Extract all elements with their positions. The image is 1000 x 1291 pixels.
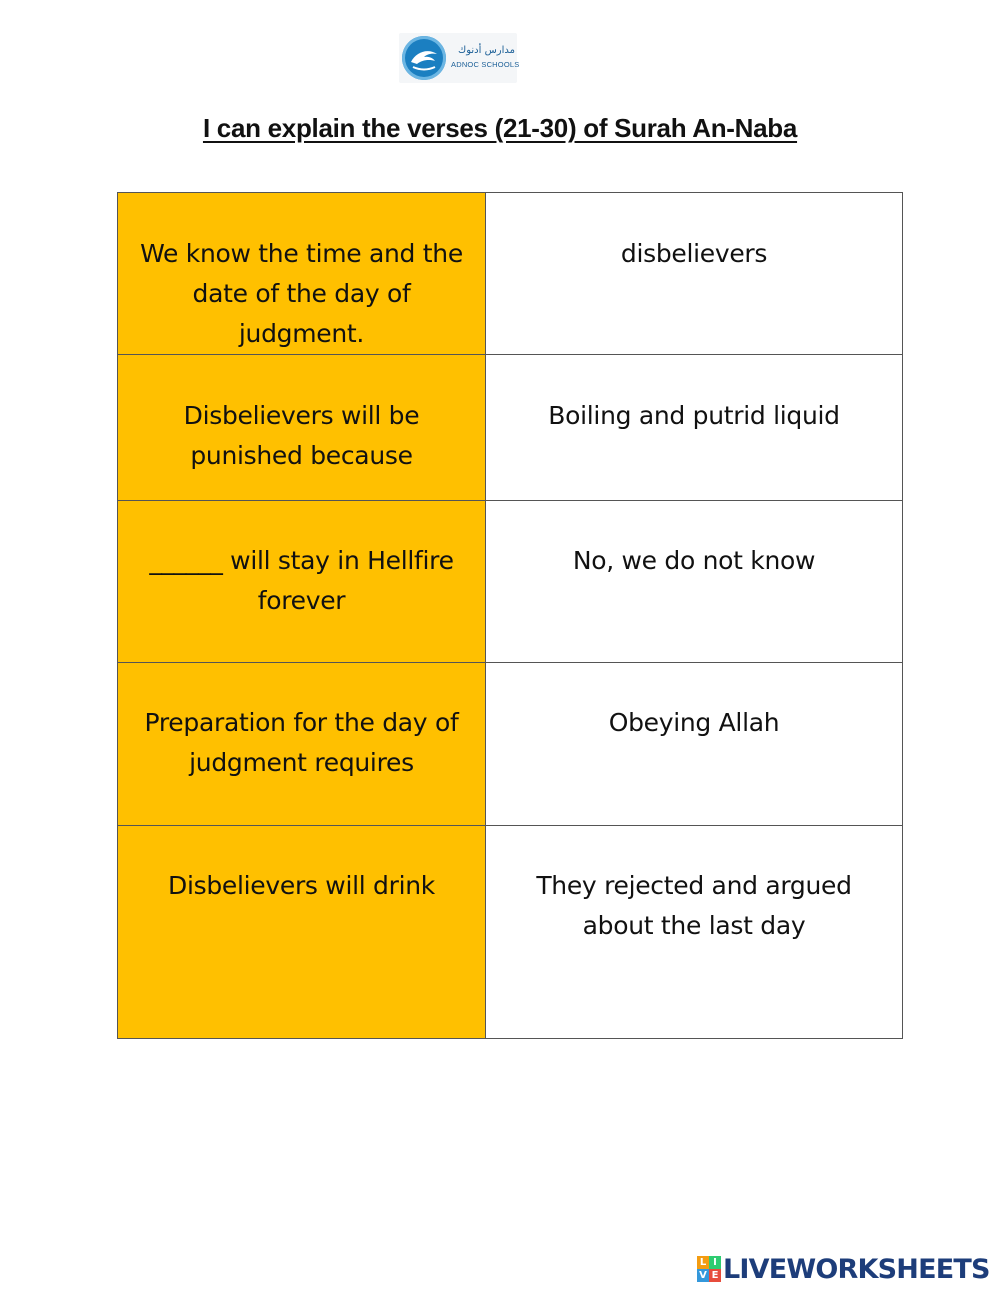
prompt-cell[interactable]: We know the time and the date of the day of judgment. — [118, 193, 486, 355]
logo-english-name: ADNOC SCHOOLS — [451, 60, 520, 69]
answer-cell[interactable]: disbelievers — [486, 193, 903, 355]
liveworksheets-logo-icon — [697, 1256, 721, 1282]
table-row — [118, 663, 903, 826]
table-row — [118, 501, 903, 663]
answer-cell[interactable]: They rejected and argued about the last day — [486, 826, 903, 1039]
brand-name: LIVEWORKSHEETS — [723, 1253, 990, 1285]
prompt-cell[interactable]: ______ will stay in Hellfire forever — [118, 501, 486, 663]
icon-letter-l: L — [697, 1256, 709, 1269]
matching-table — [117, 192, 903, 1039]
icon-letter-i: I — [709, 1256, 721, 1269]
dolphin-emblem-icon — [402, 36, 446, 80]
page-title: I can explain the verses (21-30) of Surah An-Naba — [202, 113, 798, 143]
table-row — [118, 193, 903, 355]
prompt-cell[interactable]: Preparation for the day of judgment requires — [118, 663, 486, 826]
prompt-cell[interactable]: Disbelievers will be punished because — [118, 355, 486, 501]
liveworksheets-brand[interactable] — [697, 1254, 990, 1284]
logo-arabic-name: مدارس أدنوك — [457, 45, 515, 56]
prompt-cell[interactable]: Disbelievers will drink — [118, 826, 486, 1039]
table-row — [118, 355, 903, 501]
school-logo — [399, 33, 520, 83]
icon-letter-e: E — [709, 1269, 721, 1282]
answer-cell[interactable]: Boiling and putrid liquid — [486, 355, 903, 501]
answer-cell[interactable]: Obeying Allah — [486, 663, 903, 826]
table-row — [118, 826, 903, 1039]
icon-letter-v: V — [697, 1269, 709, 1282]
answer-cell[interactable]: No, we do not know — [486, 501, 903, 663]
